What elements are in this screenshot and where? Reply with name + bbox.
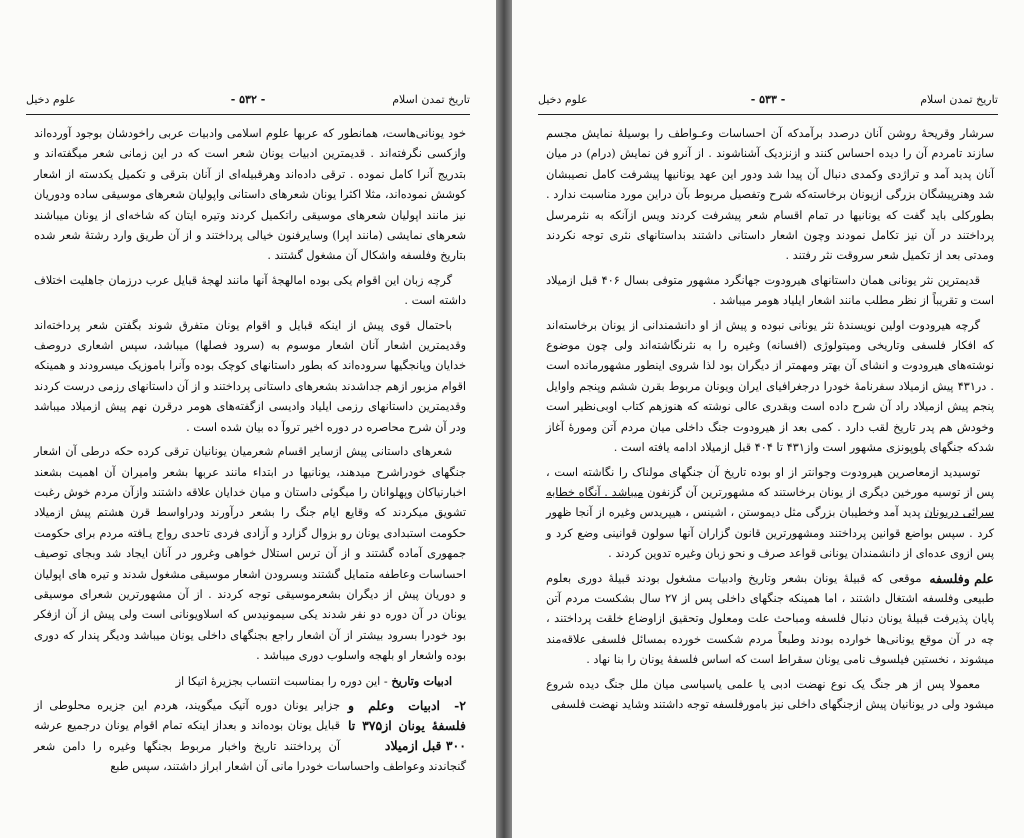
header-rule — [26, 114, 470, 115]
section-intro-paragraph — [34, 671, 466, 692]
paragraph-with-sidehead — [546, 569, 994, 671]
book-gutter — [496, 0, 512, 838]
paragraph: قدیمترین نثر یونانی همان داستانهای هیرودوت جهانگرد مشهور متوفی بسال ۴۰۶ قبل ازمیلاد است و تقریباً از نظر مطلب مانند اشعار ایلیاد هومر میباشد . — [546, 273, 994, 308]
section-heading: ادبیات وتاریخ — [391, 673, 452, 688]
page-number: - ۵۳۲ - — [230, 93, 266, 106]
right-page — [512, 0, 1024, 838]
paragraph: توسیدید ازمعاصرین هیرودوت وجوانتر از او بوده تاریخ آن جنگهای مولناک را نگاشته است ، پس از توسیه مورخین دیگری از یونان برخاستند که مشهورترین آن گزنفون میباشد . آنگاه خطابه سرائی دریونان پدید آمد وخطیبان بزرگی مثل دیموستن ، اشینس ، هیپریدس وغیره از آنجا ظهور کرد . سپس بواضع قوانین پرداختند ومشهورترین قانون گزاران آنها سولون قوانینی وضع کرد و پس ازوی عده‌ای از دانشمندان یونانی قواعد صرف و نحو زبان وغیره تدوین کردند . — [546, 465, 994, 561]
sidehead-heading: ۲- ادبیات وعلم و فلسفهٔ یونان از۳۷۵ تا ۳۰۰ قبل ازمیلاد — [348, 697, 467, 753]
right-page-header — [538, 93, 998, 111]
header-rule — [538, 114, 998, 115]
paragraph: باحتمال قوی پیش از اینکه قبایل و اقوام یونان متفرق شوند بگفتن شعر پرداخته‌اند وقدیمترین اشعار آنان اشعار موسوم به (سرود فصلها) میباشد، سپس اشعاری دروصف خدایان وپانجگیها سروده‌اند که بطور داستانهای کوچک بوده وآنرا باموزیک میسرودند و همینکه اقوام مزبور ازهم جداشدند بشعرهای داستانی پرداختند و از آن داستانهای رزمی درست کردند وقدیمترین داستانهای رزمی ایلیاد وادیسی ازگفته‌های هومر درقرن نهم پیش ازمیلاد میباشد ودر آن شرح محاصره در دوره اخیر تروآ ده بیان شده است . — [34, 318, 466, 434]
book-title: تاریخ تمدن اسلام — [392, 93, 470, 106]
book-title: تاریخ تمدن اسلام — [920, 93, 998, 106]
paragraph: سرشار وقریحهٔ روشن آنان درصدد برآمدکه آن احساسات وعـواطف را بوسیلهٔ نمایش مجسم سازند تامردم آن را دیده احساس کنند و ازنزدیک آشناشوند . از آنرو فن نمایش (درام) در میان آنان پدید آمد و تراژدی وکمدی دنبال آن پیدا شد ودور این عهد یونانیها پیشرفت کامل نصیبشان شد وهنرپیشگان بزرگی ازیونان برخاسته‌که شرح وتفصیل مربوط بآن دراین مورد مناسبت ندارد . بطورکلی باید گفت که یونانیها در تمام اقسام شعر پیشرفت کردند ویس ازآنکه به نثرمرسل پرداختند در آن نیز تکامل نمودند وچون اشعار داستانی داشتند بداستانهای نثری توجه نکردند ومدتی بعد از تکمیل شعر سروقت نثر رفتند . — [546, 127, 994, 263]
left-page-header — [26, 93, 470, 111]
page-number: - ۵۳۳ - — [750, 93, 786, 106]
section-intro-text: - این دوره را بمناسبت انتساب بجزیرهٔ اتیکا از — [175, 674, 388, 688]
left-page — [0, 0, 496, 838]
section-title: علوم دخیل — [26, 93, 76, 106]
paragraph: معمولا پس از هر جنگ یک نوع نهضت ادبی یا علمی یاسیاسی میان ملل جنگ دیده شروع میشود ولی در یونانیان پیش ازجنگهای داخلی نیز بامورفلسفه توجه داشتند وشاید نهضت فلسفی — [546, 677, 994, 711]
paragraph: گرچه هیرودوت اولین نویسندهٔ نثر یونانی نبوده و پیش از او دانشمندانی از یونان برخاسته‌اند که افکار فلسفی وتاریخی ومیتولوژی (افسانه) وغیره را به نثرنگاشته‌اند ولی چون موضوع نوشته‌های هیرودوت و انشای آن بهتر ومهمتر از دیگران بود لذا شروی اینطور مشهورمانده است . در۴۳۱ پیش ازمیلاد سفرنامهٔ خودرا درجغرافیای ایران ویونان مربوط بقرن ششم وپنجم واوایل پنجم پیش ازمیلاد راد آن شرح داده است وبقدری عالی نوشته که هنوزهم کتاب اوبی‌نظیر است وخودش هم پدر تاریخ لقب دارد . کمی بعد از هیرودوت جنگ داخلی میان مردم آتن ومورهٔ آغاز شدکه جنگهای پلوپونزی مشهور است واز۴۳۱ تا ۴۰۴ قبل ازمیلاد ادامه یافته است . — [546, 318, 995, 455]
left-page-body — [34, 124, 466, 808]
paragraph-with-sidehead — [34, 696, 466, 778]
sidehead-heading: علم وفلسفه — [929, 570, 994, 586]
right-page-body — [546, 124, 994, 808]
paragraph: شعرهای داستانی پیش ازسایر اقسام شعرمیان یونانیان ترقی کرده حکه درطی آن اشعار جنگهای خودراشرح میدهند، یونانیها در ابتداء مانند عربها بشعر وامیران آن اهمیت بشعند اخبارنیاکان وپهلوانان را میگوئی داستان و میان خدایان علاقه داشتند وازآن مردم خوش رغبت تشویق میکردند که وقایع ایام جنگ را بشعر درآورند ودراواسط قرن هشتم پیش ازمیلاد حکومت استبدادی یونان رو بزوال گزارد و آزادی فردی تاحدی رواج یـافته مردم برای حکومت جمهوری آماده گشتند و از آن ترس استلال خواهی وغرور در آنان ایجاد شد وبجای توصیف احساسات وعاطفه متمایل گشتند وبسرودن اشعار موسیقی مشغول شدند و تیره های اپولیان و دوریان پیش از دیگران بشعرموسیقی توجه کردند . از آن مشهورترین شعرای موسیقی یونان در آن دوره دو نفر شدند یکی سیمونیدس که اسلاویونانی است ولی پیش از آن ازفکر بود خودرا بسرود بیشتر از آن اشعار راجع بجنگهای داخلی یونان میباشد ودیگر پندار که دوری بوده واشعار او بلهجه واسلوب دوری میباشد . — [34, 445, 466, 663]
section-title: علوم دخیل — [538, 93, 588, 106]
paragraph: خود یونانی‌هاست، همانطور که عربها علوم اسلامی وادبیات عربی راخودشان بوجود آورده‌اند وازکسی نگرفته‌اند . قدیمترین ادبیات یونان شعر است که در این زمانی شعر میگفته‌اند و بتدریج آنرا کامل نموده . ترقی داده‌اند وهرقبیله‌ای از آنان بترقی و تکمیل یکدسته از اشعار کوشش نموده‌اند، مثلا اکثرا یونان شعرهای داستانی واپولیان شعرهای موسیقی ساده ودوریان نیز مانند اپولیان شعرهای موسیقی راتکمیل کردند وتیره ایتان که شاخه‌ای از یونان میباشند شعرهای نمایشی (مانند اپرا) وسایرفنون خیالی پرداختند و از آن طریق وارد رشتهٔ شعر شده بتاریخ وفلسفه واشکال آن مشغول گشتند . — [34, 127, 466, 263]
paragraph-text: جزایر یونان دوره آتیک میگویند، هردم این جزیره محلوطی از قبایل یونان بوده‌اند و بعداز اینکه تمام اقوام یونان درجمیع عرشه آن پرداختند تاریخ واخبار مربوط بجنگها وغیره را دامن شعر گنجاندند وعواطف واحساسات خودرا مانی آن اشعار ابراز داشتند، سپس طبع — [34, 698, 466, 774]
underlined-fragment: میباشد . آنگاه خطابه سرائی دریونان — [546, 485, 994, 520]
paragraph-text: موقعی که قبیلهٔ یونان بشعر وتاریخ وادبیات مشغول بودند قبیلهٔ دوری بعلوم طبیعی وفلسفه اشتغال داشتند ، اما همینکه جنگهای داخلی پس از ۲۷ سال بشکست مردم آتن پایان پذیرفت قبیلهٔ یونان دنبال فلسفه ومباحث علت ومعلول وتحقیق ازاوضاع خلقت پرداختند ، چه در آن موقع یونانی‌ها خوارده بودند وطبعاً مردم شکست خورده بمسائل فلسفی علاقه‌مند میشوند ، نخستین فیلسوف نامی یونان سقراط است که اساس فلسفهٔ یونان را بنا نهاد . — [546, 571, 994, 667]
paragraph: گرچه زبان این اقوام یکی بوده امالهجهٔ آنها مانند لهجهٔ قبایل عرب درزمان جاهلیت اختلاف داشته است . — [34, 273, 466, 308]
